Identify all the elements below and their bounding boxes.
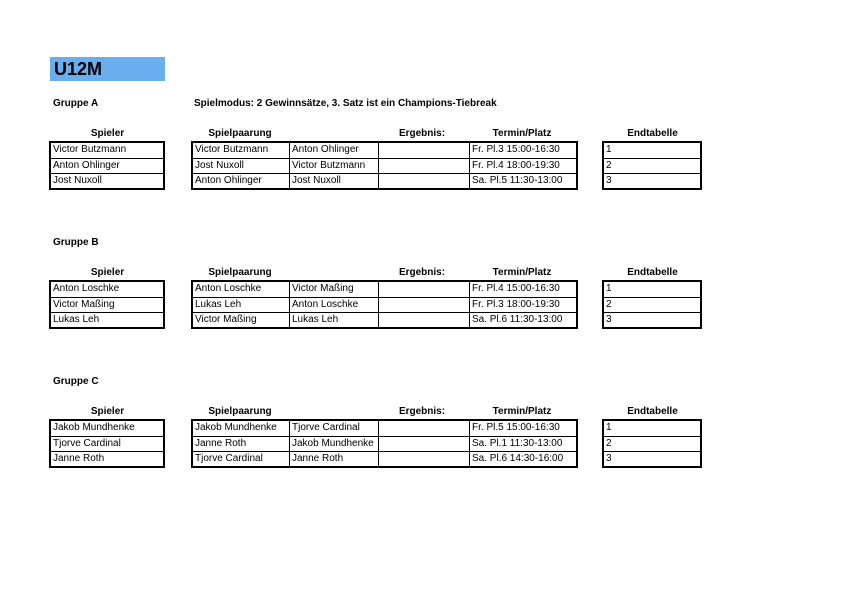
standings-row [604,173,700,188]
match-player-1: Anton Ohlinger [195,175,262,186]
match-player-1: Victor Maßing [195,314,257,325]
match-player-1: Tjorve Cardinal [195,453,263,464]
match-player-2: Anton Loschke [289,298,378,312]
standings-rank: 2 [606,299,612,310]
header-ergebnis: Ergebnis: [398,128,446,139]
player-row [51,143,163,158]
standings-rank: 2 [606,438,612,449]
player-row [51,451,163,466]
standings-rank: 3 [606,175,612,186]
match-player-1: Jost Nuxoll [195,160,244,171]
player-row [51,173,163,188]
header-spieler: Spieler [90,406,125,417]
standings-table [602,141,702,190]
match-result [378,143,469,158]
player-row [51,282,163,297]
player-row [51,297,163,312]
match-result [378,298,469,312]
match-schedule: Sa. Pl.5 11:30-13:00 [469,174,576,188]
player-name: Jost Nuxoll [53,175,102,186]
matches-table [191,280,578,329]
game-mode-note: Spielmodus: 2 Gewinnsätze, 3. Satz ist ein Champions-Tiebreak [194,98,497,109]
standings-row [604,297,700,312]
group-label: Gruppe A [53,98,99,109]
header-endtabelle: Endtabelle [627,267,678,278]
player-name: Lukas Leh [53,314,100,325]
match-player-2: Jost Nuxoll [289,174,378,188]
match-player-2: Tjorve Cardinal [289,421,378,436]
match-schedule: Sa. Pl.1 11:30-13:00 [469,437,576,451]
match-row [193,158,576,173]
match-schedule: Fr. Pl.5 15:00-16:30 [469,421,576,436]
standings-row [604,282,700,297]
header-ergebnis: Ergebnis: [398,406,446,417]
match-result [378,174,469,188]
standings-row [604,143,700,158]
header-spieler: Spieler [90,267,125,278]
header-spielpaarung: Spielpaarung [208,128,272,139]
player-name: Victor Butzmann [53,144,127,155]
standings-table [602,280,702,329]
match-result [378,421,469,436]
standings-table [602,419,702,468]
match-result [378,282,469,297]
standings-rank: 1 [606,144,612,155]
matches-table [191,141,578,190]
match-player-1: Jakob Mundhenke [195,422,277,433]
player-row [51,312,163,327]
match-player-2: Jakob Mundhenke [289,437,378,451]
match-player-2: Anton Ohlinger [289,143,378,158]
match-row [193,421,576,436]
players-table [49,280,165,329]
standings-rank: 3 [606,314,612,325]
match-schedule: Sa. Pl.6 11:30-13:00 [469,313,576,327]
match-schedule: Sa. Pl.6 14:30-16:00 [469,452,576,466]
header-ergebnis: Ergebnis: [398,267,446,278]
standings-rank: 3 [606,453,612,464]
match-row [193,282,576,297]
player-name: Victor Maßing [53,299,115,310]
match-player-2: Lukas Leh [289,313,378,327]
player-name: Jakob Mundhenke [53,422,135,433]
players-table [49,141,165,190]
group-label: Gruppe C [53,376,99,387]
player-row [51,436,163,451]
standings-row [604,421,700,436]
match-schedule: Fr. Pl.3 18:00-19:30 [469,298,576,312]
player-row [51,158,163,173]
match-row [193,436,576,451]
match-player-1: Janne Roth [195,438,247,449]
player-row [51,421,163,436]
standings-rank: 1 [606,422,612,433]
player-name: Tjorve Cardinal [53,438,121,449]
match-player-2: Victor Maßing [289,282,378,297]
standings-row [604,436,700,451]
match-result [378,313,469,327]
header-termin: Termin/Platz [492,267,552,278]
players-table [49,419,165,468]
header-termin: Termin/Platz [492,128,552,139]
match-row [193,312,576,327]
standings-row [604,451,700,466]
player-name: Anton Loschke [53,283,120,294]
match-player-1: Lukas Leh [195,299,242,310]
matches-table [191,419,578,468]
standings-row [604,312,700,327]
match-player-2: Janne Roth [289,452,378,466]
match-row [193,143,576,158]
match-row [193,173,576,188]
match-result [378,159,469,173]
match-schedule: Fr. Pl.3 15:00-16:30 [469,143,576,158]
standings-rank: 2 [606,160,612,171]
standings-rank: 1 [606,283,612,294]
player-name: Janne Roth [53,453,105,464]
match-player-2: Victor Butzmann [289,159,378,173]
match-schedule: Fr. Pl.4 15:00-16:30 [469,282,576,297]
match-player-1: Victor Butzmann [195,144,269,155]
header-spieler: Spieler [90,128,125,139]
header-spielpaarung: Spielpaarung [208,267,272,278]
header-endtabelle: Endtabelle [627,406,678,417]
header-endtabelle: Endtabelle [627,128,678,139]
page-title: U12M [54,59,103,79]
match-schedule: Fr. Pl.4 18:00-19:30 [469,159,576,173]
header-spielpaarung: Spielpaarung [208,406,272,417]
match-row [193,451,576,466]
header-termin: Termin/Platz [492,406,552,417]
match-result [378,452,469,466]
match-result [378,437,469,451]
match-row [193,297,576,312]
group-label: Gruppe B [53,237,99,248]
title-banner [50,57,165,81]
standings-row [604,158,700,173]
match-player-1: Anton Loschke [195,283,262,294]
player-name: Anton Ohlinger [53,160,120,171]
